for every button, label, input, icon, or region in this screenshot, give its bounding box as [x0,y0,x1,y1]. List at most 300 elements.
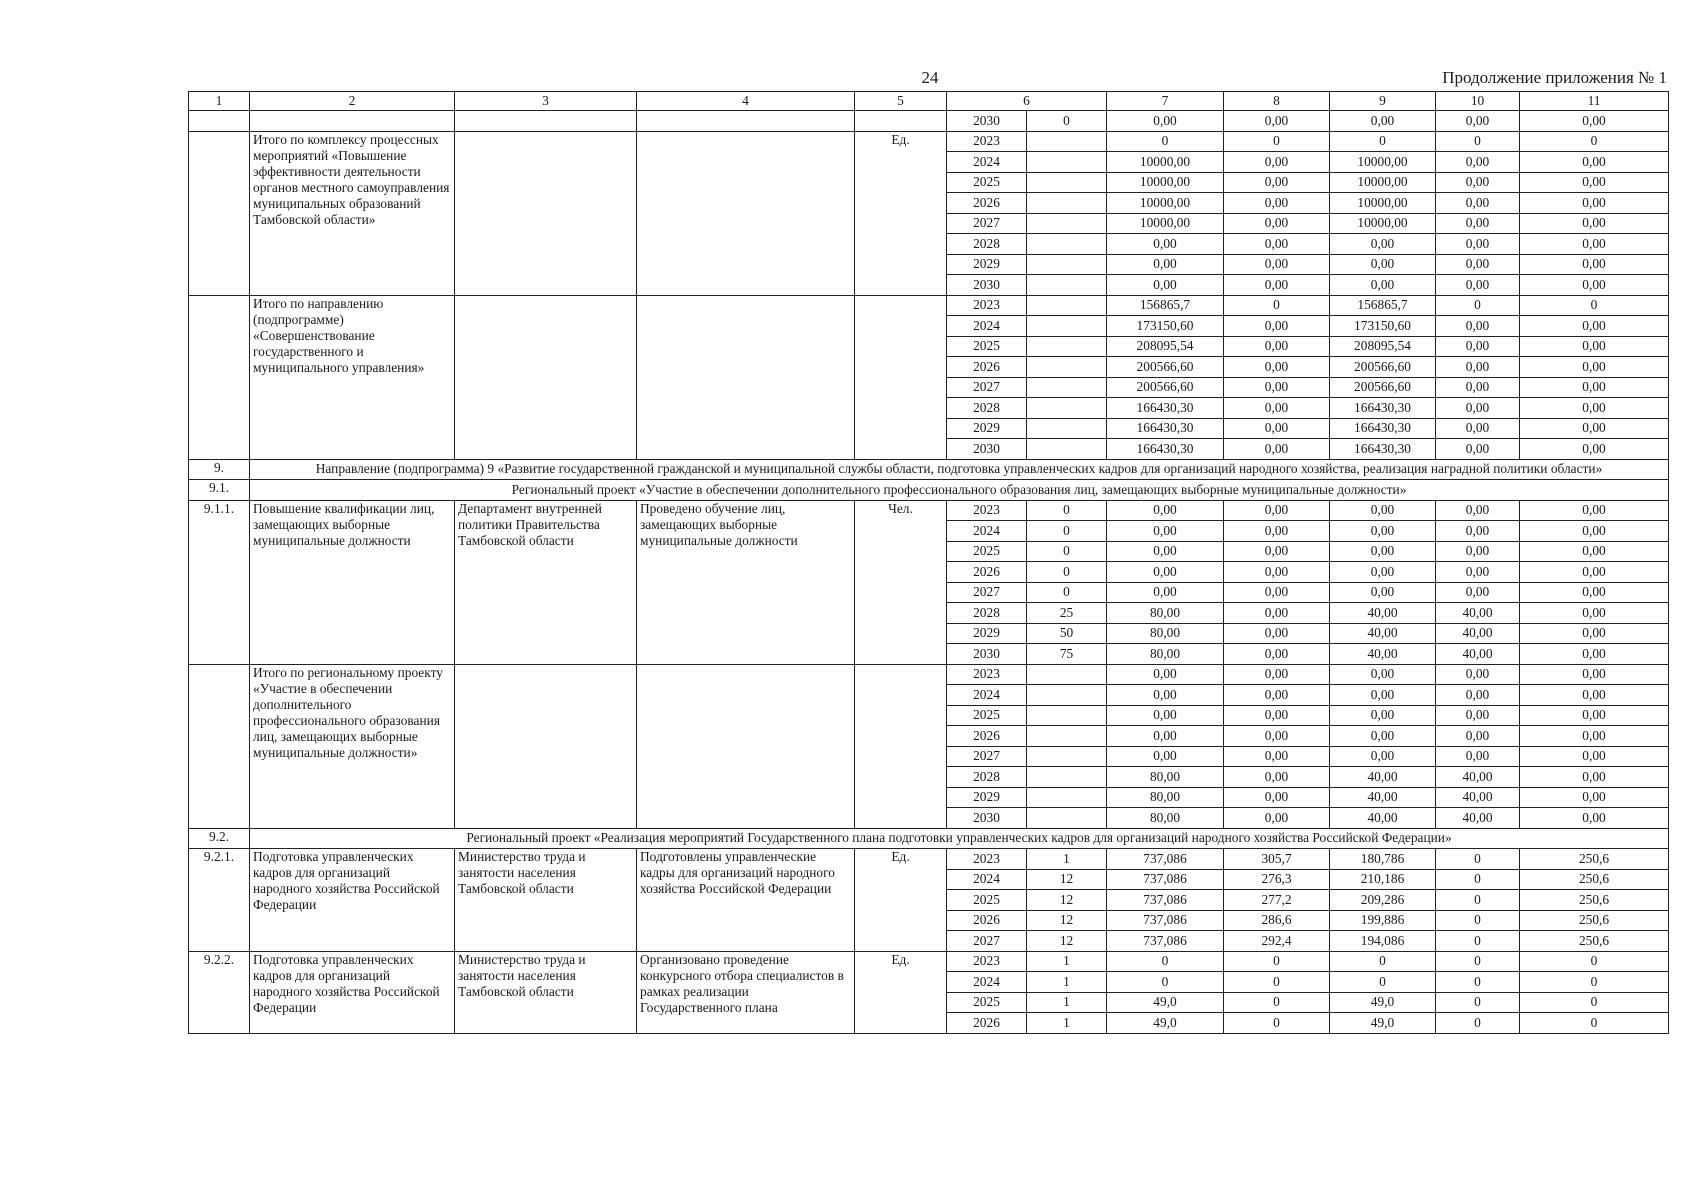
result-cell: Подготовлены управленческие кадры для организаций народного хозяйства Российской Федерации [637,849,855,952]
local-budget-cell: 0,00 [1436,685,1520,706]
total-cell: 10000,00 [1107,152,1224,173]
column-header: 3 [455,92,637,111]
indicator-value-cell [1027,172,1107,193]
federal-budget-cell: 0,00 [1224,275,1330,296]
year-cell: 2027 [947,377,1027,398]
extra-budget-cell: 0,00 [1520,685,1669,706]
section-title: Региональный проект «Участие в обеспечении дополнительного профессионального образования лиц, замещающих выборные муниципальные должности» [250,480,1669,501]
continuation-label: Продолжение приложения № 1 [1442,68,1667,87]
local-budget-cell: 0,00 [1436,111,1520,132]
regional-budget-cell: 0,00 [1330,582,1436,603]
total-cell: 10000,00 [1107,172,1224,193]
indicator-value-cell: 12 [1027,869,1107,890]
total-cell: 49,0 [1107,1013,1224,1034]
executor-cell [455,131,637,295]
regional-budget-cell: 0,00 [1330,254,1436,275]
total-cell: 80,00 [1107,603,1224,624]
extra-budget-cell: 0,00 [1520,275,1669,296]
regional-budget-cell: 49,0 [1330,992,1436,1013]
column-header: 1 [189,92,250,111]
regional-budget-cell: 40,00 [1330,623,1436,644]
total-cell: 0,00 [1107,111,1224,132]
federal-budget-cell: 0,00 [1224,705,1330,726]
federal-budget-cell: 0,00 [1224,767,1330,788]
local-budget-cell: 0 [1436,910,1520,931]
federal-budget-cell: 0,00 [1224,234,1330,255]
local-budget-cell: 0,00 [1436,726,1520,747]
total-cell: 200566,60 [1107,357,1224,378]
regional-budget-cell: 0,00 [1330,234,1436,255]
federal-budget-cell: 0,00 [1224,336,1330,357]
extra-budget-cell: 250,6 [1520,910,1669,931]
federal-budget-cell: 0,00 [1224,172,1330,193]
extra-budget-cell: 0,00 [1520,193,1669,214]
indicator-value-cell [1027,357,1107,378]
local-budget-cell: 0 [1436,931,1520,952]
regional-budget-cell: 40,00 [1330,808,1436,829]
local-budget-cell: 0,00 [1436,254,1520,275]
extra-budget-cell: 0,00 [1520,787,1669,808]
regional-budget-cell: 0 [1330,131,1436,152]
column-header: 5 [855,92,947,111]
result-cell [637,664,855,828]
year-cell: 2028 [947,603,1027,624]
item-name-cell [250,111,455,132]
extra-budget-cell: 0 [1520,992,1669,1013]
total-cell: 10000,00 [1107,193,1224,214]
local-budget-cell: 0 [1436,972,1520,993]
year-cell: 2027 [947,582,1027,603]
total-cell: 0,00 [1107,234,1224,255]
local-budget-cell: 0 [1436,849,1520,870]
year-cell: 2030 [947,275,1027,296]
local-budget-cell: 0,00 [1436,213,1520,234]
federal-budget-cell: 0,00 [1224,418,1330,439]
federal-budget-cell: 0,00 [1224,787,1330,808]
extra-budget-cell: 250,6 [1520,869,1669,890]
indicator-value-cell [1027,398,1107,419]
executor-cell [455,295,637,459]
year-cell: 2028 [947,234,1027,255]
total-cell: 0,00 [1107,664,1224,685]
indicator-value-cell [1027,418,1107,439]
executor-cell [455,664,637,828]
indicator-value-cell: 1 [1027,992,1107,1013]
local-budget-cell: 0,00 [1436,152,1520,173]
year-cell: 2025 [947,336,1027,357]
regional-budget-cell: 209,286 [1330,890,1436,911]
local-budget-cell: 0,00 [1436,234,1520,255]
local-budget-cell: 40,00 [1436,603,1520,624]
executor-cell: Департамент внутренней политики Правительства Тамбовской области [455,500,637,664]
extra-budget-cell: 250,6 [1520,931,1669,952]
column-header: 2 [250,92,455,111]
section-number: 9.2. [189,828,250,849]
indicator-value-cell [1027,787,1107,808]
year-cell: 2028 [947,767,1027,788]
item-number-cell [189,131,250,295]
regional-budget-cell: 194,086 [1330,931,1436,952]
indicator-value-cell: 12 [1027,931,1107,952]
total-cell: 737,086 [1107,869,1224,890]
local-budget-cell: 0,00 [1436,398,1520,419]
year-cell: 2026 [947,726,1027,747]
year-cell: 2026 [947,562,1027,583]
indicator-value-cell [1027,234,1107,255]
section-row [189,828,1669,849]
section-row [189,459,1669,480]
federal-budget-cell: 0,00 [1224,500,1330,521]
indicator-value-cell: 0 [1027,111,1107,132]
total-cell: 49,0 [1107,992,1224,1013]
federal-budget-cell: 0 [1224,951,1330,972]
regional-budget-cell: 10000,00 [1330,172,1436,193]
extra-budget-cell: 0,00 [1520,234,1669,255]
total-cell: 156865,7 [1107,295,1224,316]
total-cell: 80,00 [1107,644,1224,665]
total-cell: 737,086 [1107,931,1224,952]
federal-budget-cell: 0,00 [1224,377,1330,398]
indicator-value-cell [1027,664,1107,685]
year-cell: 2025 [947,705,1027,726]
item-number-cell [189,664,250,828]
local-budget-cell: 0,00 [1436,541,1520,562]
year-cell: 2026 [947,910,1027,931]
indicator-value-cell: 1 [1027,951,1107,972]
executor-cell [455,111,637,132]
extra-budget-cell: 250,6 [1520,849,1669,870]
indicator-value-cell [1027,705,1107,726]
local-budget-cell: 0 [1436,869,1520,890]
year-cell: 2027 [947,931,1027,952]
indicator-value-cell [1027,316,1107,337]
total-cell: 0,00 [1107,582,1224,603]
extra-budget-cell: 0,00 [1520,603,1669,624]
result-cell: Организовано проведение конкурсного отбора специалистов в рамках реализации Государственного плана [637,951,855,1033]
table-row [189,951,1669,972]
section-number: 9. [189,459,250,480]
total-cell: 166430,30 [1107,418,1224,439]
year-cell: 2029 [947,254,1027,275]
extra-budget-cell: 0,00 [1520,254,1669,275]
extra-budget-cell: 0,00 [1520,746,1669,767]
regional-budget-cell: 166430,30 [1330,439,1436,460]
year-cell: 2024 [947,152,1027,173]
year-cell: 2026 [947,193,1027,214]
local-budget-cell: 0,00 [1436,336,1520,357]
federal-budget-cell: 0,00 [1224,644,1330,665]
item-name-cell: Итого по комплексу процессных мероприятий «Повышение эффективности деятельности органов местного самоуправления муниципальных образований Тамбовской области» [250,131,455,295]
section-title: Направление (подпрограмма) 9 «Развитие государственной гражданской и муниципальной службы области, подготовка управленческих кадров для организаций народного хозяйства, реализация наградной политики области» [250,459,1669,480]
indicator-value-cell: 1 [1027,849,1107,870]
local-budget-cell: 0 [1436,890,1520,911]
year-cell: 2030 [947,808,1027,829]
extra-budget-cell: 0,00 [1520,521,1669,542]
local-budget-cell: 0,00 [1436,521,1520,542]
indicator-value-cell [1027,152,1107,173]
local-budget-cell: 0,00 [1436,275,1520,296]
regional-budget-cell: 166430,30 [1330,398,1436,419]
local-budget-cell: 0,00 [1436,377,1520,398]
indicator-value-cell [1027,377,1107,398]
year-cell: 2029 [947,787,1027,808]
year-cell: 2027 [947,213,1027,234]
section-number: 9.1. [189,480,250,501]
federal-budget-cell: 0,00 [1224,726,1330,747]
column-header: 6 [947,92,1107,111]
result-cell [637,131,855,295]
federal-budget-cell: 0,00 [1224,316,1330,337]
federal-budget-cell: 0,00 [1224,439,1330,460]
local-budget-cell: 0 [1436,1013,1520,1034]
regional-budget-cell: 0,00 [1330,500,1436,521]
indicator-value-cell: 50 [1027,623,1107,644]
regional-budget-cell: 0,00 [1330,275,1436,296]
regional-budget-cell: 0,00 [1330,521,1436,542]
federal-budget-cell: 0,00 [1224,521,1330,542]
appendix-table [188,91,1669,1034]
extra-budget-cell: 0,00 [1520,172,1669,193]
local-budget-cell: 0,00 [1436,746,1520,767]
regional-budget-cell: 0,00 [1330,562,1436,583]
local-budget-cell: 0,00 [1436,357,1520,378]
indicator-value-cell: 0 [1027,582,1107,603]
item-number-cell: 9.1.1. [189,500,250,664]
total-cell: 0,00 [1107,541,1224,562]
total-cell: 0,00 [1107,521,1224,542]
federal-budget-cell: 276,3 [1224,869,1330,890]
year-cell: 2030 [947,111,1027,132]
local-budget-cell: 0,00 [1436,418,1520,439]
year-cell: 2024 [947,972,1027,993]
column-number-row [189,92,1669,111]
table-row [189,500,1669,521]
section-title: Региональный проект «Реализация мероприятий Государственного плана подготовки управленческих кадров для организаций народного хозяйства Российской Федерации» [250,828,1669,849]
indicator-value-cell: 1 [1027,972,1107,993]
local-budget-cell: 40,00 [1436,808,1520,829]
item-number-cell [189,295,250,459]
year-cell: 2026 [947,357,1027,378]
federal-budget-cell: 0,00 [1224,746,1330,767]
executor-cell: Министерство труда и занятости населения Тамбовской области [455,951,637,1033]
unit-cell [855,664,947,828]
total-cell: 737,086 [1107,910,1224,931]
regional-budget-cell: 173150,60 [1330,316,1436,337]
regional-budget-cell: 208095,54 [1330,336,1436,357]
total-cell: 0,00 [1107,500,1224,521]
table-row [189,295,1669,316]
indicator-value-cell: 12 [1027,910,1107,931]
total-cell: 80,00 [1107,767,1224,788]
extra-budget-cell: 0,00 [1520,582,1669,603]
local-budget-cell: 0,00 [1436,316,1520,337]
indicator-value-cell [1027,685,1107,706]
federal-budget-cell: 292,4 [1224,931,1330,952]
total-cell: 166430,30 [1107,439,1224,460]
indicator-value-cell [1027,295,1107,316]
unit-cell: Ед. [855,131,947,295]
total-cell: 173150,60 [1107,316,1224,337]
federal-budget-cell: 0,00 [1224,603,1330,624]
year-cell: 2028 [947,398,1027,419]
federal-budget-cell: 0,00 [1224,623,1330,644]
local-budget-cell: 40,00 [1436,644,1520,665]
page-number: 24 [921,68,939,87]
total-cell: 166430,30 [1107,398,1224,419]
extra-budget-cell: 0,00 [1520,500,1669,521]
column-header: 4 [637,92,855,111]
year-cell: 2026 [947,1013,1027,1034]
unit-cell: Чел. [855,500,947,664]
federal-budget-cell: 0,00 [1224,582,1330,603]
federal-budget-cell: 277,2 [1224,890,1330,911]
regional-budget-cell: 210,186 [1330,869,1436,890]
year-cell: 2030 [947,644,1027,665]
extra-budget-cell: 0,00 [1520,398,1669,419]
year-cell: 2029 [947,623,1027,644]
federal-budget-cell: 0 [1224,992,1330,1013]
extra-budget-cell: 0 [1520,295,1669,316]
year-cell: 2030 [947,439,1027,460]
column-header: 11 [1520,92,1669,111]
indicator-value-cell [1027,439,1107,460]
indicator-value-cell: 75 [1027,644,1107,665]
extra-budget-cell: 0 [1520,131,1669,152]
total-cell: 0,00 [1107,746,1224,767]
column-header: 7 [1107,92,1224,111]
local-budget-cell: 0 [1436,992,1520,1013]
extra-budget-cell: 0,00 [1520,418,1669,439]
total-cell: 0,00 [1107,254,1224,275]
year-cell: 2024 [947,869,1027,890]
column-header: 9 [1330,92,1436,111]
result-cell [637,111,855,132]
local-budget-cell: 0 [1436,131,1520,152]
federal-budget-cell: 0,00 [1224,254,1330,275]
federal-budget-cell: 0,00 [1224,213,1330,234]
extra-budget-cell: 0,00 [1520,213,1669,234]
regional-budget-cell: 40,00 [1330,644,1436,665]
year-cell: 2025 [947,172,1027,193]
total-cell: 0 [1107,972,1224,993]
indicator-value-cell [1027,767,1107,788]
indicator-value-cell [1027,726,1107,747]
year-cell: 2023 [947,131,1027,152]
total-cell: 208095,54 [1107,336,1224,357]
extra-budget-cell: 250,6 [1520,890,1669,911]
regional-budget-cell: 0 [1330,951,1436,972]
result-cell: Проведено обучение лиц, замещающих выборные муниципальные должности [637,500,855,664]
year-cell: 2029 [947,418,1027,439]
item-number-cell [189,111,250,132]
year-cell: 2024 [947,685,1027,706]
regional-budget-cell: 10000,00 [1330,152,1436,173]
extra-budget-cell: 0,00 [1520,726,1669,747]
item-name-cell: Итого по направлению (подпрограмме) «Совершенствование государственного и муниципального управления» [250,295,455,459]
extra-budget-cell: 0,00 [1520,336,1669,357]
unit-cell [855,111,947,132]
regional-budget-cell: 40,00 [1330,787,1436,808]
extra-budget-cell: 0,00 [1520,541,1669,562]
regional-budget-cell: 10000,00 [1330,213,1436,234]
total-cell: 0 [1107,951,1224,972]
total-cell: 0,00 [1107,562,1224,583]
local-budget-cell: 0,00 [1436,582,1520,603]
extra-budget-cell: 0,00 [1520,111,1669,132]
extra-budget-cell: 0,00 [1520,152,1669,173]
indicator-value-cell: 25 [1027,603,1107,624]
regional-budget-cell: 0,00 [1330,726,1436,747]
unit-cell [855,295,947,459]
year-cell: 2025 [947,541,1027,562]
total-cell: 0,00 [1107,726,1224,747]
year-cell: 2024 [947,316,1027,337]
total-cell: 80,00 [1107,787,1224,808]
regional-budget-cell: 0 [1330,972,1436,993]
local-budget-cell: 0,00 [1436,500,1520,521]
year-cell: 2023 [947,664,1027,685]
regional-budget-cell: 0,00 [1330,541,1436,562]
indicator-value-cell [1027,193,1107,214]
extra-budget-cell: 0,00 [1520,562,1669,583]
column-header: 8 [1224,92,1330,111]
federal-budget-cell: 305,7 [1224,849,1330,870]
regional-budget-cell: 0,00 [1330,685,1436,706]
total-cell: 10000,00 [1107,213,1224,234]
indicator-value-cell [1027,254,1107,275]
column-header: 10 [1436,92,1520,111]
local-budget-cell: 0 [1436,295,1520,316]
federal-budget-cell: 0 [1224,972,1330,993]
total-cell: 0 [1107,131,1224,152]
item-name-cell: Подготовка управленческих кадров для организаций народного хозяйства Российской Федерации [250,951,455,1033]
local-budget-cell: 40,00 [1436,623,1520,644]
total-cell: 200566,60 [1107,377,1224,398]
local-budget-cell: 0,00 [1436,439,1520,460]
extra-budget-cell: 0,00 [1520,664,1669,685]
extra-budget-cell: 0 [1520,972,1669,993]
unit-cell: Ед. [855,849,947,952]
indicator-value-cell: 0 [1027,541,1107,562]
extra-budget-cell: 0,00 [1520,623,1669,644]
result-cell [637,295,855,459]
unit-cell: Ед. [855,951,947,1033]
table-row [189,849,1669,870]
total-cell: 0,00 [1107,685,1224,706]
federal-budget-cell: 0,00 [1224,541,1330,562]
total-cell: 737,086 [1107,849,1224,870]
local-budget-cell: 0,00 [1436,193,1520,214]
indicator-value-cell [1027,275,1107,296]
federal-budget-cell: 0 [1224,131,1330,152]
table-row [189,664,1669,685]
regional-budget-cell: 0,00 [1330,111,1436,132]
year-cell: 2025 [947,890,1027,911]
year-cell: 2023 [947,295,1027,316]
indicator-value-cell [1027,336,1107,357]
federal-budget-cell: 0 [1224,295,1330,316]
local-budget-cell: 0,00 [1436,705,1520,726]
regional-budget-cell: 40,00 [1330,767,1436,788]
table-body [189,111,1669,1034]
indicator-value-cell [1027,746,1107,767]
year-cell: 2023 [947,849,1027,870]
regional-budget-cell: 49,0 [1330,1013,1436,1034]
regional-budget-cell: 200566,60 [1330,377,1436,398]
total-cell: 80,00 [1107,808,1224,829]
indicator-value-cell: 0 [1027,521,1107,542]
regional-budget-cell: 200566,60 [1330,357,1436,378]
